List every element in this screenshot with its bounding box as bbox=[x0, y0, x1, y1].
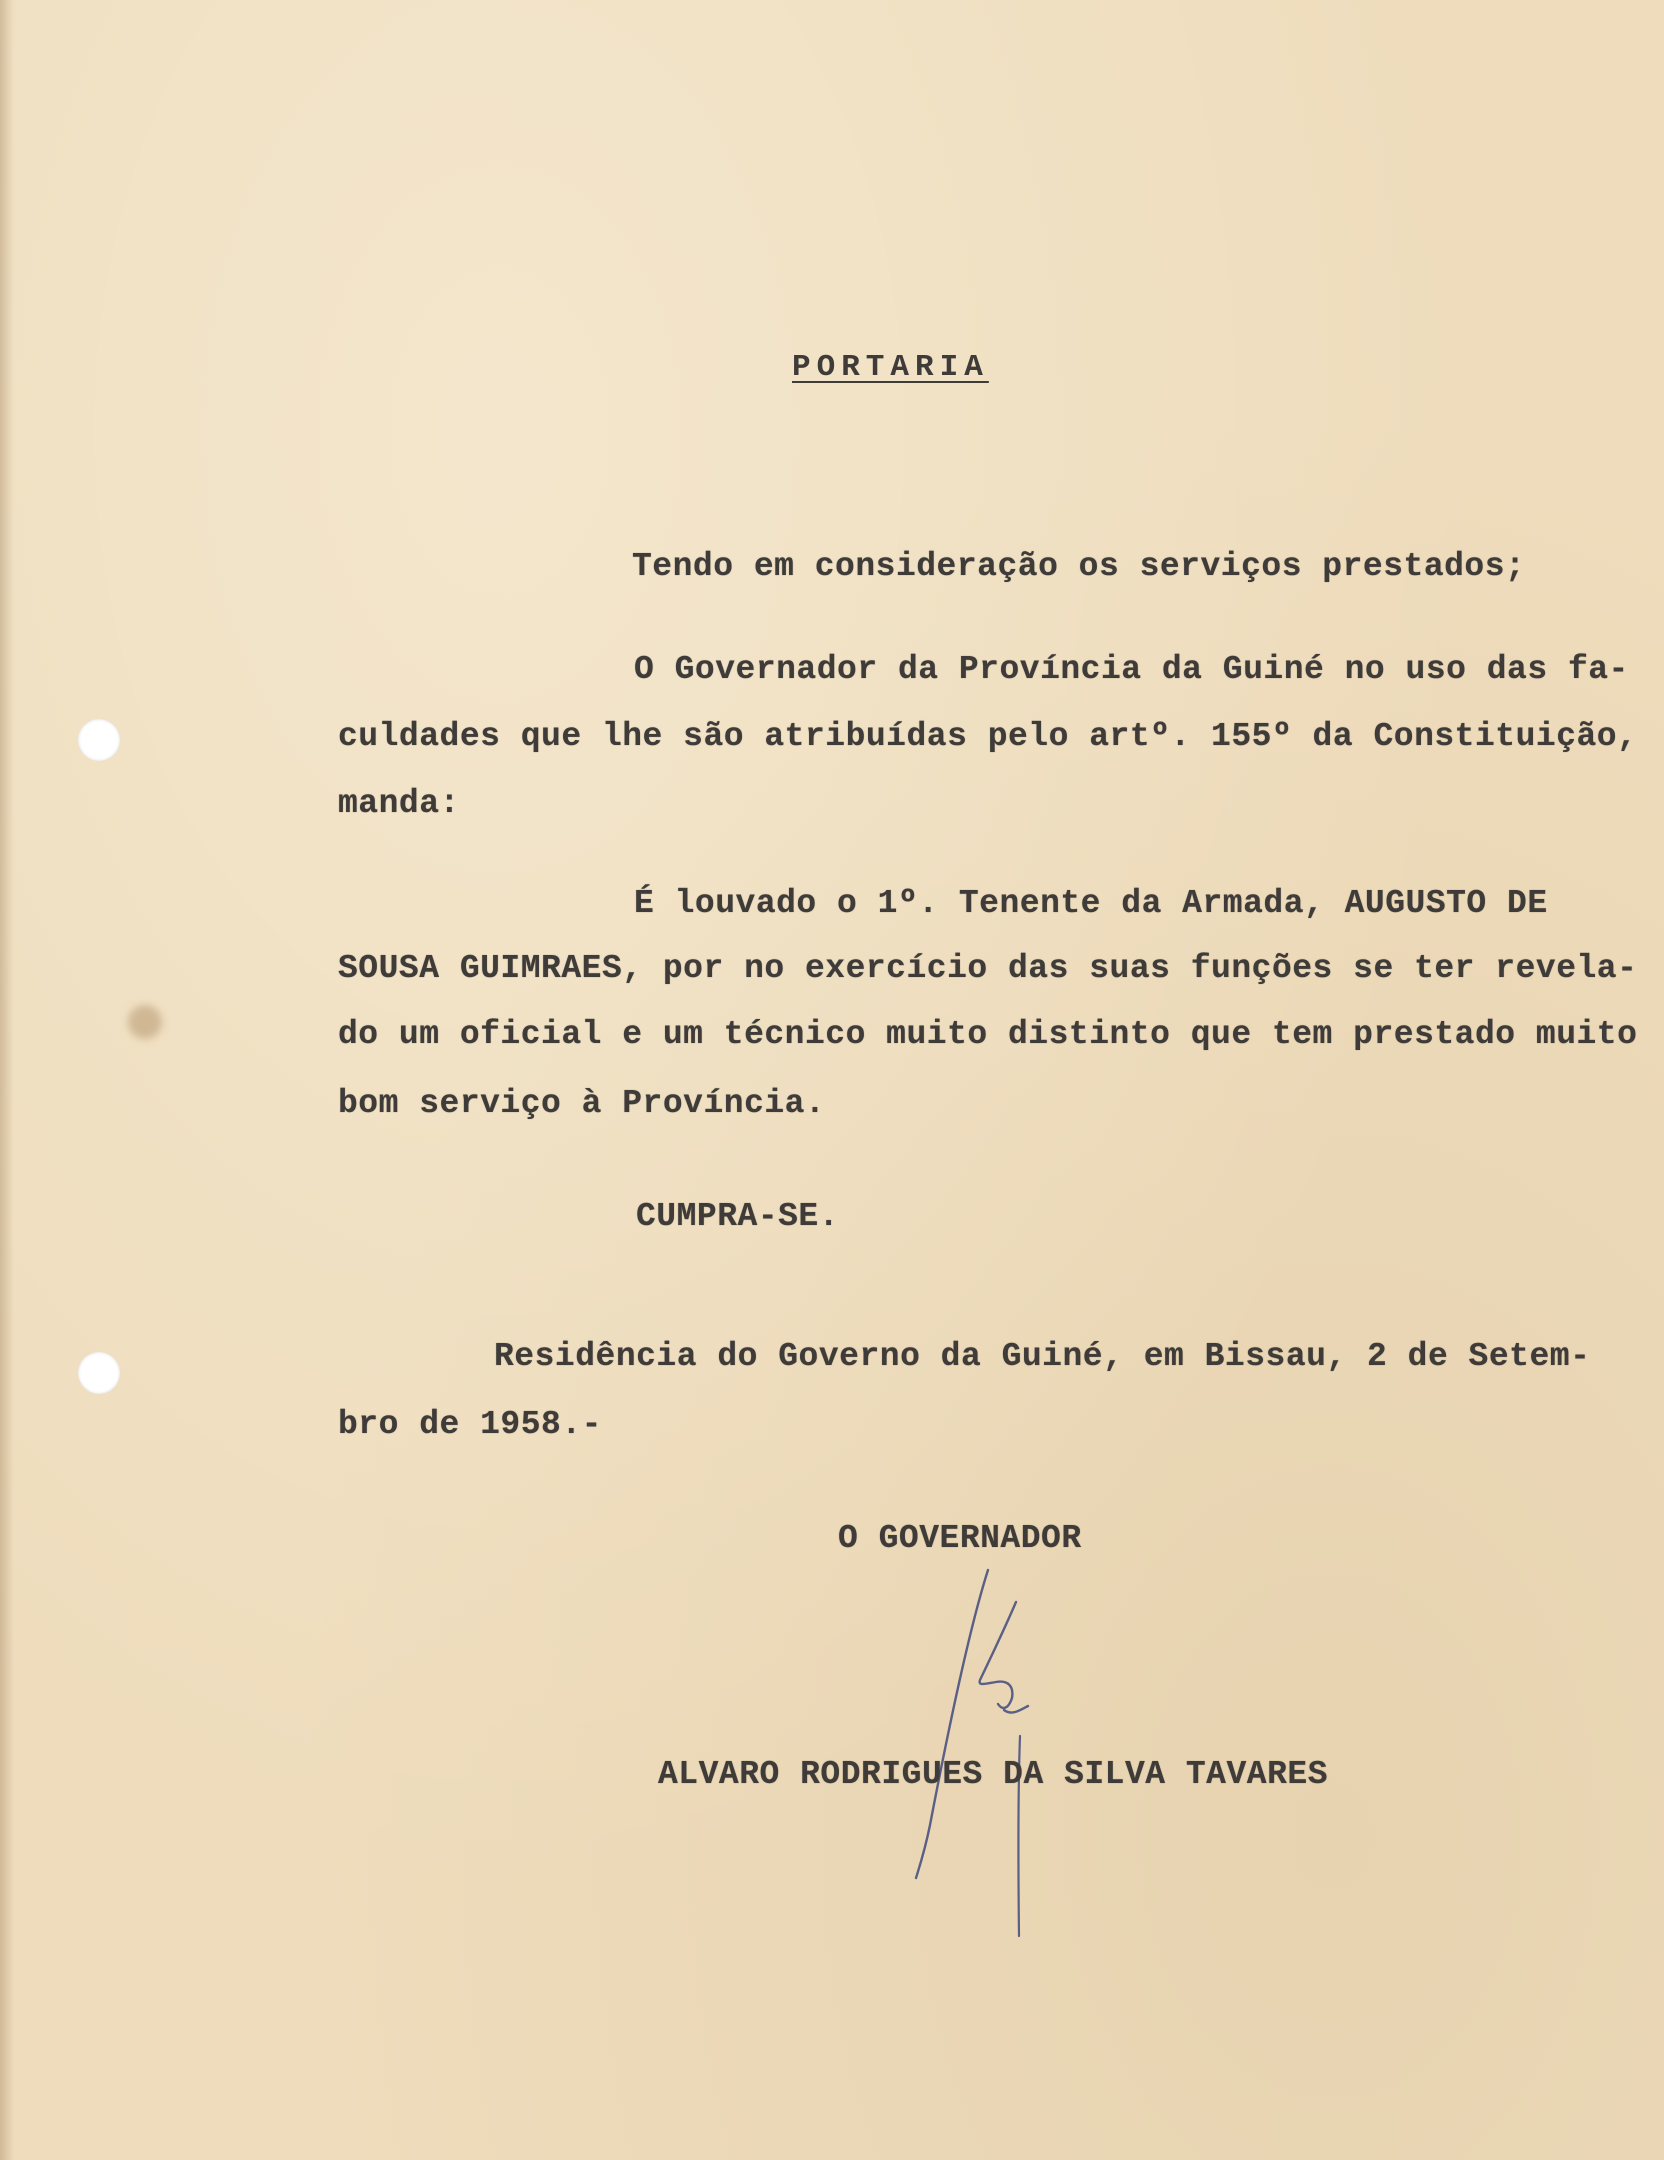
preamble-line: Tendo em consideração os serviços prestados; bbox=[632, 548, 1526, 585]
paragraph2-line4: bom serviço à Província. bbox=[338, 1085, 826, 1122]
paragraph2-line1: É louvado o 1º. Tenente da Armada, AUGUSTO DE bbox=[634, 885, 1548, 922]
punch-hole-top bbox=[78, 719, 120, 761]
paragraph2-line3: do um oficial e um técnico muito distinto que tem prestado muito bbox=[338, 1016, 1638, 1053]
paragraph1-line3: manda: bbox=[338, 785, 460, 822]
paper-stain bbox=[128, 1005, 162, 1039]
order-text: CUMPRA-SE. bbox=[636, 1198, 840, 1235]
signatory-role: O GOVERNADOR bbox=[838, 1520, 1082, 1557]
place-date-line1: Residência do Governo da Guiné, em Bissau, 2 de Setem- bbox=[494, 1338, 1591, 1375]
paragraph2-line2: SOUSA GUIMRAES, por no exercício das suas funções se ter revela- bbox=[338, 950, 1638, 987]
signatory-name: ALVARO RODRIGUES DA SILVA TAVARES bbox=[658, 1756, 1329, 1793]
page-edge-shadow bbox=[0, 0, 14, 2160]
paragraph1-line1: O Governador da Província da Guiné no uso das fa- bbox=[634, 651, 1629, 688]
paragraph1-line2: culdades que lhe são atribuídas pelo artº. 155º da Constituição, bbox=[338, 718, 1638, 755]
document-title: PORTARIA bbox=[792, 350, 989, 385]
punch-hole-bottom bbox=[78, 1352, 120, 1394]
handwritten-signature bbox=[880, 1560, 1080, 1950]
place-date-line2: bro de 1958.- bbox=[338, 1406, 602, 1443]
